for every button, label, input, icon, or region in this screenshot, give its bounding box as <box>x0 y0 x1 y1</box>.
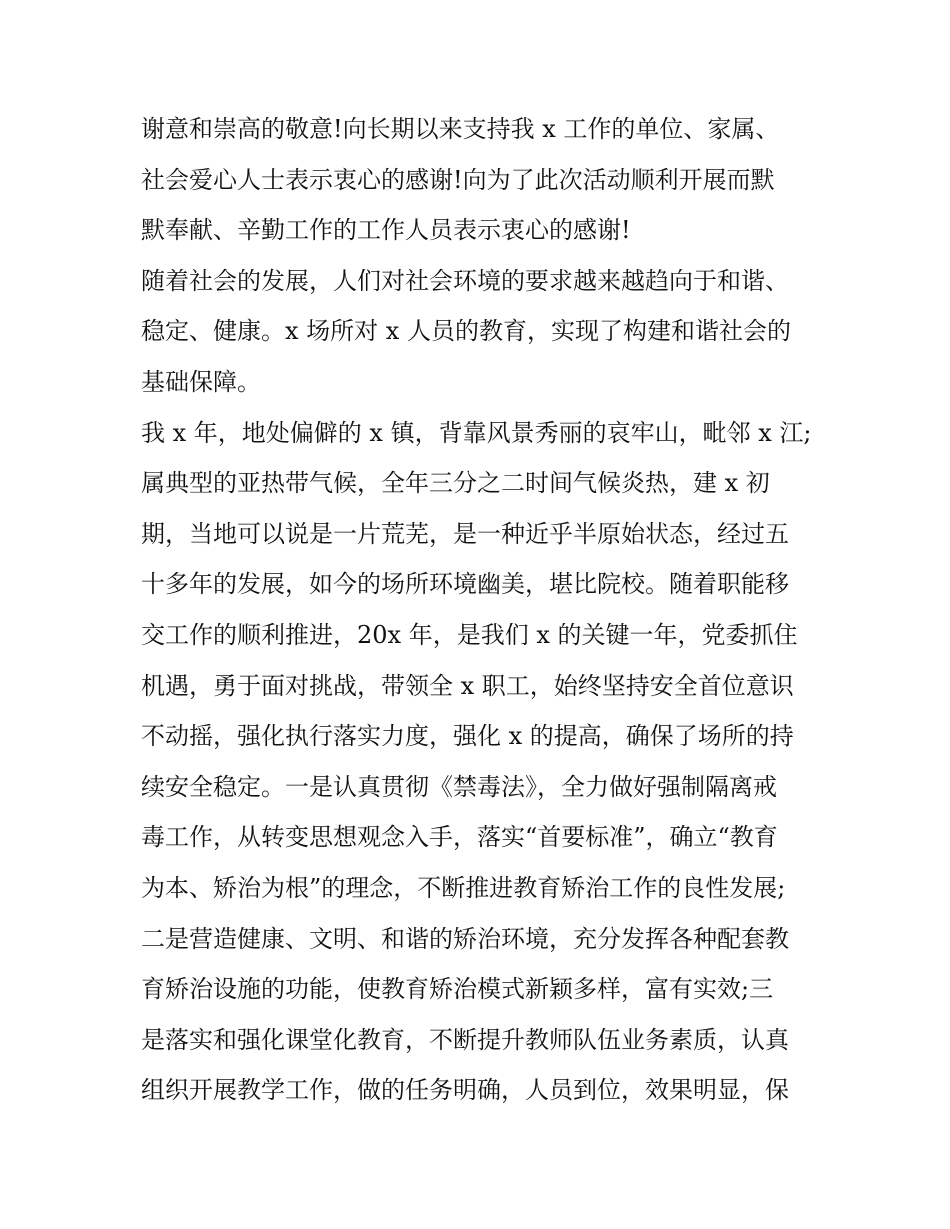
text-line: 续安全稳定。一是认真贯彻《禁毒法》，全力做好强制隔离戒 <box>141 772 777 801</box>
text-line: 组织开展教学工作，做的任务明确，人员到位，效果明显，保 <box>141 1076 789 1105</box>
text-line: 随着社会的发展，人们对社会环境的要求越来越趋向于和谐、 <box>141 266 789 295</box>
text-line: 我 x 年，地处偏僻的 x 镇，背靠风景秀丽的哀牢山，毗邻 x 江; <box>141 418 812 447</box>
text-line: 社会爱心人士表示衷心的感谢!向为了此次活动顺利开展而默 <box>141 165 775 194</box>
text-line: 谢意和崇高的敬意!向长期以来支持我 x 工作的单位、家属、 <box>141 115 780 143</box>
text-line: 十多年的发展，如今的场所环境幽美，堪比院校。随着职能移 <box>141 570 789 599</box>
text-line: 交工作的顺利推进，20x 年，是我们 x 的关键一年，党委抓住 <box>141 620 798 649</box>
text-line: 稳定、健康。x 场所对 x 人员的教育，实现了构建和谐社会的 <box>141 317 791 346</box>
text-line: 育矫治设施的功能，使教育矫治模式新颖多样，富有实效;三 <box>141 975 774 1004</box>
text-line: 期，当地可以说是一片荒芜，是一种近乎半原始状态，经过五 <box>141 519 789 548</box>
text-line: 毒工作，从转变思想观念入手，落实“首要标准”，确立“教育 <box>141 823 778 852</box>
text-line: 基础保障。 <box>141 367 261 396</box>
body-text <box>141 104 831 1116</box>
text-line: 机遇，勇于面对挑战，带领全 x 职工，始终坚持安全首位意识 <box>141 671 794 700</box>
text-line: 属典型的亚热带气候，全年三分之二时间气候炎热，建 x 初 <box>141 469 770 498</box>
text-line: 二是营造健康、文明、和谐的矫治环境，充分发挥各种配套教 <box>141 924 789 953</box>
text-line: 不动摇，强化执行落实力度，强化 x 的提高，确保了场所的持 <box>141 722 794 751</box>
text-line: 为本、矫治为根”的理念，不断推进教育矫治工作的良性发展; <box>141 873 786 902</box>
text-line: 是落实和强化课堂化教育，不断提升教师队伍业务素质，认真 <box>141 1025 789 1054</box>
text-line: 默奉献、辛勤工作的工作人员表示衷心的感谢! <box>141 216 631 245</box>
